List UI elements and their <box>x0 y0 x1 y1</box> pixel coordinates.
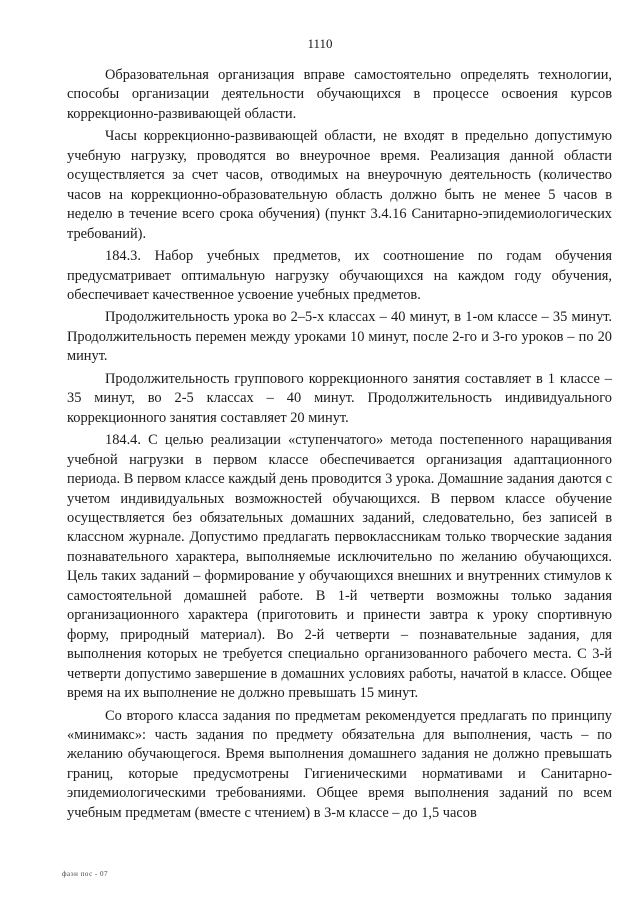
paragraph-group-session: Продолжительность группового коррекционного занятия составляет в 1 классе – 35 минут, во 2-5 классах – 40 минут. Продолжительность индивидуального коррекционного занятия составляет 20 минут. <box>67 370 612 426</box>
page-number: 1110 <box>307 36 333 51</box>
footer-mark: фаэн пос - 07 <box>62 870 109 878</box>
paragraph-lesson-duration: Продолжительность урока во 2–5-х классах – 40 минут, в 1-ом классе – 35 минут. Продолжительность перемен между уроками 10 минут, после 2-го и 3-го уроков – по 20 минут. <box>67 309 612 365</box>
paragraph-technologies: Образовательная организация вправе самостоятельно определять технологии, способы организации деятельности обучающихся в процессе освоения курсов коррекционно-развивающей области. <box>67 67 612 122</box>
paragraph-correction-hours: Часы коррекционно-развивающей области, не входят в предельно допустимую учебную нагрузку, проводятся во внеурочное время. Реализация данной области осуществляется за счет часов, отводимых на внеурочную деятельность (количество часов на коррекционно-образовательную область должно быть не менее 5 часов в неделю в течение всего срока обучения) (пункт 3.4.16 Санитарно-эпидемиологических требований). <box>67 128 612 242</box>
paragraph-184-4: 184.4. С целью реализации «ступенчатого» метода постепенного наращивания учебной нагрузки в первом классе обеспечивается организация адаптационного периода. В первом классе каждый день проводится 3 урока. Домашние задания даются с учетом индивидуальных возможностей обучающихся. В первом классе обучение осуществляется без обязательных домашних заданий, следовательно, без записей в классном журнале. Допустимо предлагать первоклассникам только творческие задания познавательного характера, выполняемые исключительно по желанию обучающихся. Цель таких заданий – формирование у обучающихся внешних и внутренних стимулов к самостоятельной домашней работе. В 1-й четверти возможны только задания организационного характера (приготовить и принести завтра к уроку спортивную форму, природный материал). Во 2-й четверти – познавательные задания, для выполнения которых не требуется специально организованного рабочего места. С 3-й четверти допустимо завершение в домашних условиях работы, начатой в классе. Общее время на их выполнение не должно превышать 15 минут. <box>67 432 612 702</box>
paragraph-184-3: 184.3. Набор учебных предметов, их соотношение по годам обучения предусматривает оптимальную нагрузку обучающихся на каждом году обучения, обеспечивает качественное усвоение учебных предметов. <box>67 248 612 303</box>
document-body <box>67 66 612 823</box>
paragraph-minimax: Со второго класса задания по предметам рекомендуется предлагать по принципу «минимакс»: часть задания по предмету обязательна для выполнения, часть – по желанию обучающегося. Время выполнения домашнего задания не должно превышать границ, которые предусмотрены Гигиеническими нормативами и Санитарно-эпидемиологическими требованиями. Общее время выполнения заданий по всем учебным предметам (вместе с чтением) в 3-м классе – до 1,5 часов <box>67 707 612 821</box>
